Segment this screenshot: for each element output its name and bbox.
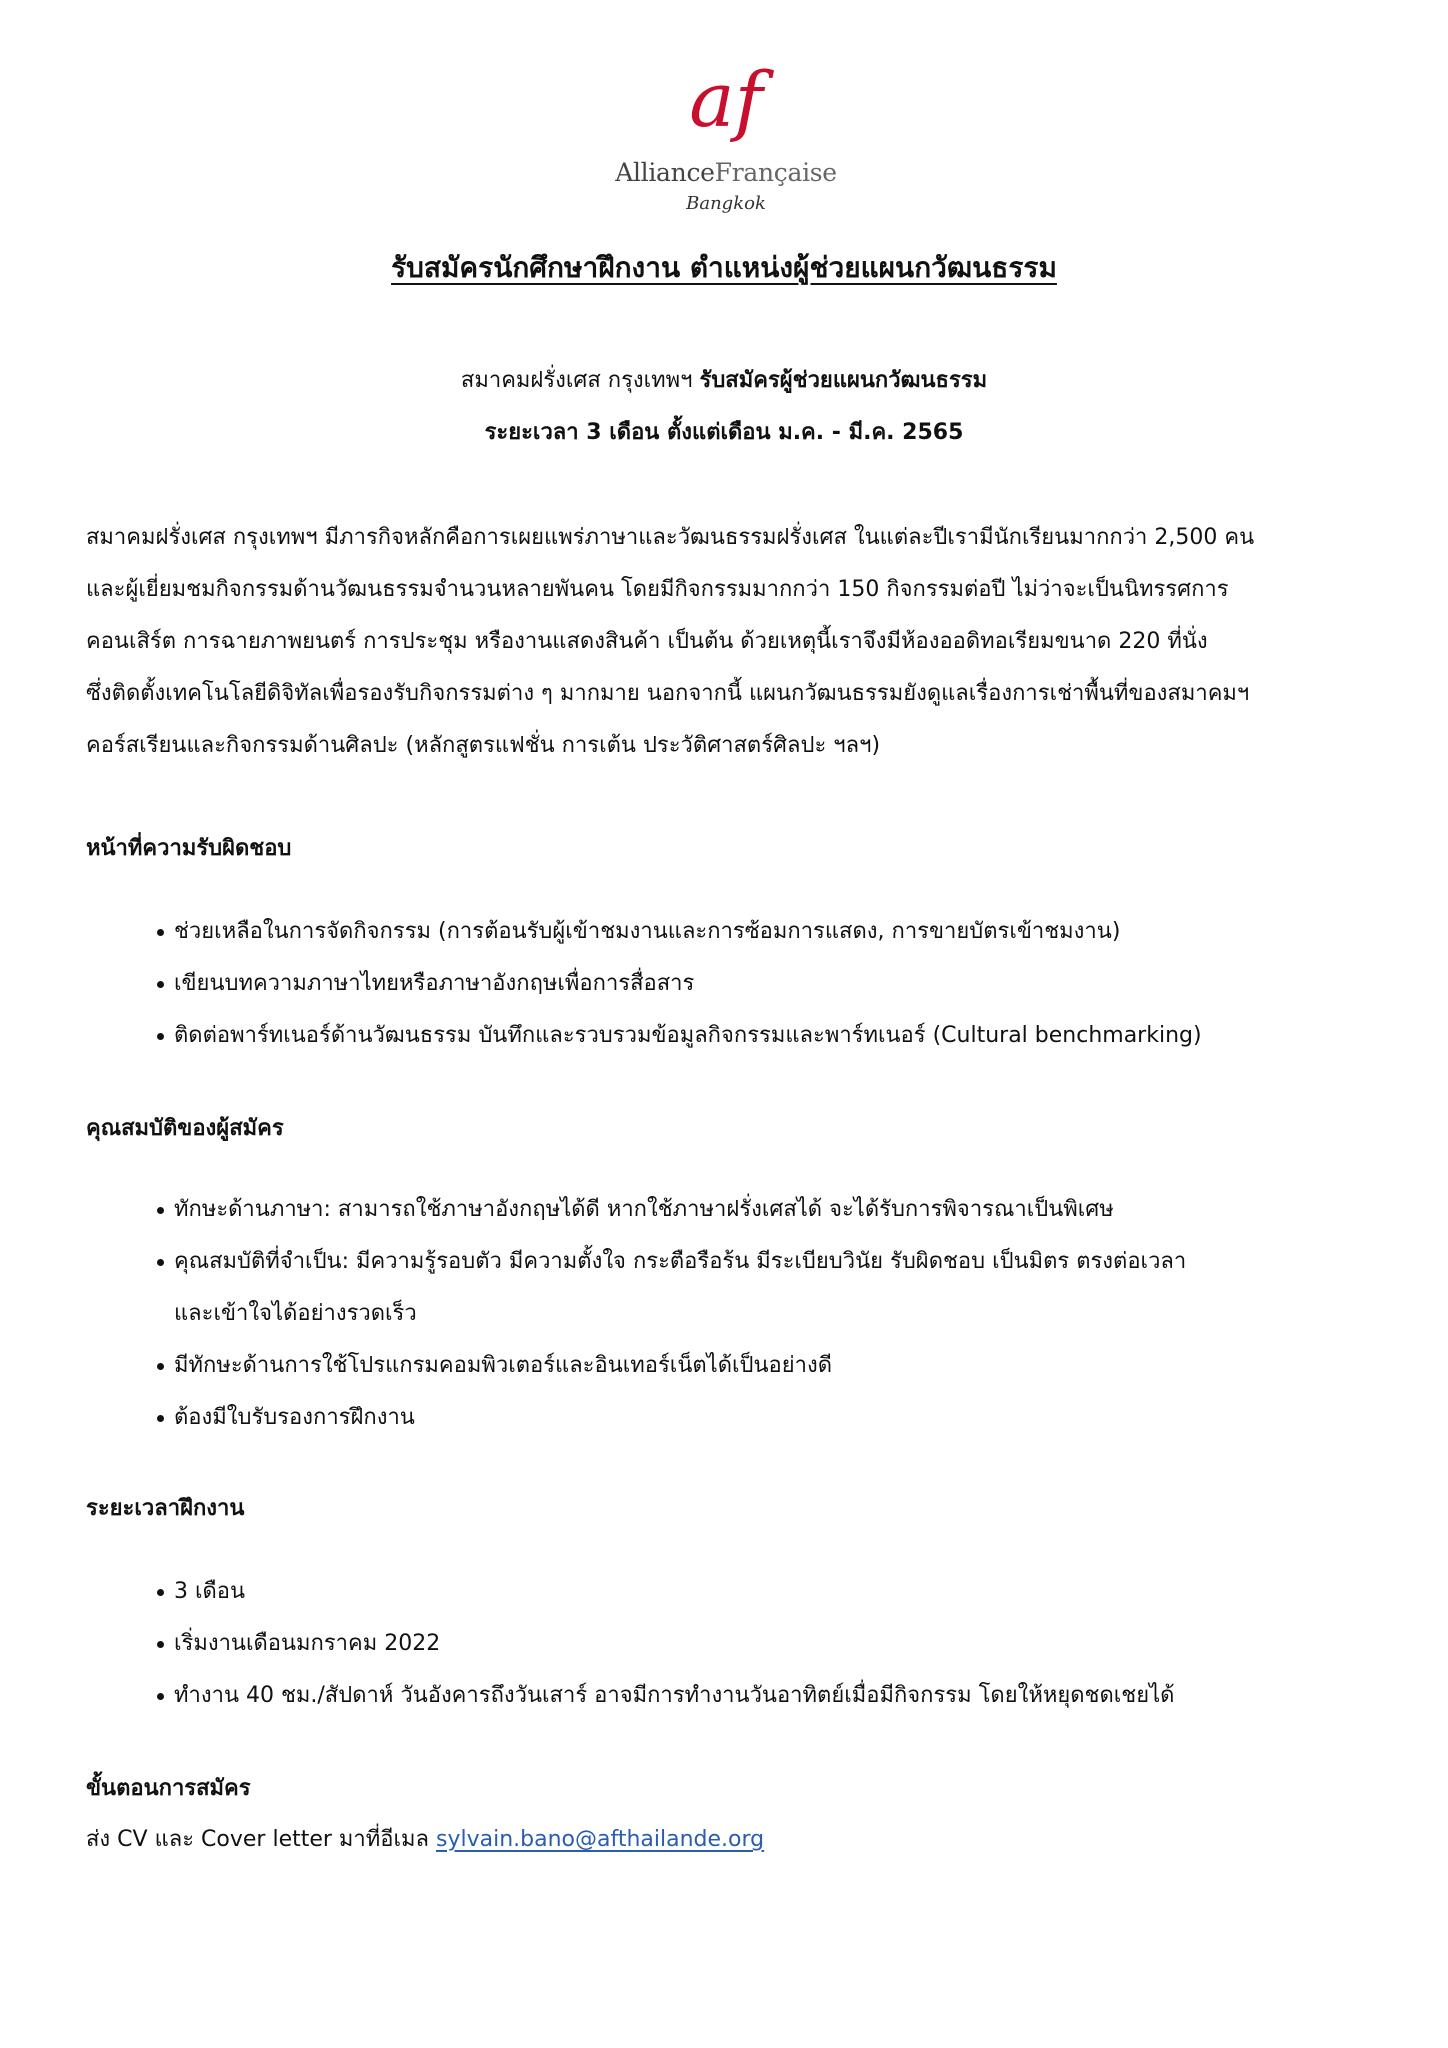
logo-name-part1: Alliance	[615, 158, 715, 187]
apply-instructions	[86, 1821, 764, 1856]
duration-heading: ระยะเวลาฝึกงาน	[86, 1496, 245, 1521]
page-title: รับสมัครนักศึกษาฝึกงาน ตำแหน่งผู้ช่วยแผนกวัฒนธรรม	[391, 251, 1057, 284]
intro-line: สมาคมฝรั่งเศส กรุงเทพฯ มีภารกิจหลักคือการเผยแพร่ภาษาและวัฒนธรรมฝรั่งเศส ในแต่ละปีเรามีนักเรียนมากกว่า 2,500 คน	[86, 525, 1255, 550]
list-item: ทักษะด้านภาษา: สามารถใช้ภาษาอังกฤษได้ดี หากใช้ภาษาฝรั่งเศสได้ จะได้รับการพิจารณาเป็นพิเศษ	[155, 1184, 1375, 1236]
intro-line: คอร์สเรียนและกิจกรรมด้านศิลปะ (หลักสูตรแฟชั่น การเต้น ประวัติศาสตร์ศิลปะ ฯลฯ)	[86, 733, 881, 758]
list-item	[155, 1236, 1375, 1340]
qualifications-list	[155, 1184, 1375, 1444]
list-item: เขียนบทความภาษาไทยหรือภาษาอังกฤษเพื่อการสื่อสาร	[155, 958, 1375, 1010]
list-item-text: คุณสมบัติที่จำเป็น: มีความรู้รอบตัว มีความตั้งใจ กระตือรือร้น มีระเบียบวินัย รับผิดชอบ เป็นมิตร ตรงต่อเวลา	[174, 1249, 1187, 1274]
intro-paragraph	[86, 512, 1376, 772]
list-item: 3 เดือน	[155, 1566, 1375, 1618]
duration-list	[155, 1566, 1375, 1722]
list-item: ช่วยเหลือในการจัดกิจกรรม (การต้อนรับผู้เข้าชมงานและการซ้อมการแสดง, การขายบัตรเข้าชมงาน)	[155, 906, 1375, 958]
qualifications-heading: คุณสมบัติของผู้สมัคร	[86, 1116, 284, 1141]
list-item: มีทักษะด้านการใช้โปรแกรมคอมพิวเตอร์และอินเทอร์เน็ตได้เป็นอย่างดี	[155, 1340, 1375, 1392]
logo-name	[590, 158, 862, 187]
subtitle-position: รับสมัครผู้ช่วยแผนกวัฒนธรรม	[699, 368, 988, 393]
intro-line: ซึ่งติดตั้งเทคโนโลยีดิจิทัลเพื่อรองรับกิจกรรมต่าง ๆ มากมาย นอกจากนี้ แผนกวัฒนธรรมยังดูแลเรื่องการเช่าพื้นที่ของสมาคมฯ	[86, 681, 1250, 706]
subtitle-line-2: ระยะเวลา 3 เดือน ตั้งแต่เดือน ม.ค. - มี.ค. 2565	[484, 420, 964, 445]
af-logo-letters: af	[689, 60, 763, 144]
list-item: ติดต่อพาร์ทเนอร์ด้านวัฒนธรรม บันทึกและรวบรวมข้อมูลกิจกรรมและพาร์ทเนอร์ (Cultural benchmarking)	[155, 1010, 1375, 1062]
intro-line: คอนเสิร์ต การฉายภาพยนตร์ การประชุม หรืองานแสดงสินค้า เป็นต้น ด้วยเหตุนี้เราจึงมีห้องออดิทอเรียมขนาด 220 ที่นั่ง	[86, 629, 1208, 654]
list-item: ทำงาน 40 ชม./สัปดาห์ วันอังคารถึงวันเสาร์ อาจมีการทำงานวันอาทิตย์เมื่อมีกิจกรรม โดยให้หยุดชดเชยได้	[155, 1670, 1375, 1722]
af-logo-mark	[676, 60, 776, 150]
subtitle-line-1	[0, 362, 1448, 397]
email-link[interactable]: sylvain.bano@afthailande.org	[436, 1827, 765, 1852]
apply-heading: ขั้นตอนการสมัคร	[86, 1776, 251, 1801]
alliance-francaise-logo	[590, 60, 862, 214]
apply-text: ส่ง CV และ Cover letter มาที่อีเมล	[86, 1827, 436, 1852]
list-item-continuation: และเข้าใจได้อย่างรวดเร็ว	[174, 1301, 417, 1326]
list-item: เริ่มงานเดือนมกราคม 2022	[155, 1618, 1375, 1670]
logo-city: Bangkok	[686, 193, 766, 214]
subtitle-org: สมาคมฝรั่งเศส กรุงเทพฯ	[460, 368, 700, 393]
duties-heading: หน้าที่ความรับผิดชอบ	[86, 836, 292, 861]
list-item: ต้องมีใบรับรองการฝึกงาน	[155, 1392, 1375, 1444]
logo-name-part2: Française	[714, 158, 837, 187]
intro-line: และผู้เยี่ยมชมกิจกรรมด้านวัฒนธรรมจำนวนหลายพันคน โดยมีกิจกรรมมากกว่า 150 กิจกรรมต่อปี ไม่ว่าจะเป็นนิทรรศการ	[86, 577, 1229, 602]
duties-list	[155, 906, 1375, 1062]
